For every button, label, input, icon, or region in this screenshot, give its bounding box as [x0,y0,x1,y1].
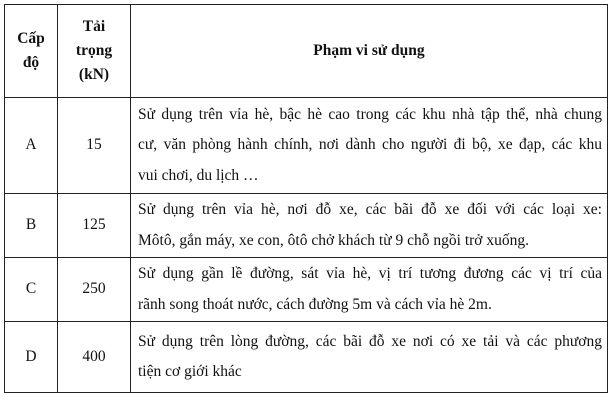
scope-cell [131,98,608,194]
scope-line: Sử dụng trên lòng đường, các bãi đỗ xe nơi có xe tải và các phương [138,332,602,350]
table-row [5,194,608,258]
level-cell: D [5,322,58,393]
scope-line: tiện cơ giới khác [138,363,242,380]
level-cell: C [5,258,58,322]
table-row [5,98,608,194]
table-row [5,322,608,393]
scope-line: rãnh song thoát nước, cách đường 5m và cách vỉa hè 2m. [138,295,492,313]
scope-cell [131,322,608,393]
load-cell: 125 [58,194,131,258]
scope-cell [131,194,608,258]
level-cell: B [5,194,58,258]
header-load [58,5,131,98]
load-cell: 400 [58,322,131,393]
table-row [5,258,608,322]
load-cell: 15 [58,98,131,194]
scope-line: cư, văn phòng hành chính, nơi dành cho người đi bộ, xe đạp, các khu [138,136,602,154]
header-load-line: (kN) [78,66,110,83]
header-scope: Phạm vi sử dụng [131,5,608,98]
scope-line: vui chơi, du lịch … [138,166,259,184]
scope-line: Sử dụng trên vỉa hè, bậc hè cao trong các khu nhà tập thể, nhà chung [138,106,602,124]
scope-line: Sử dụng trên vỉa hè, nơi đỗ xe, các bãi đỗ xe đối với các loại xe: [138,201,602,219]
header-load-line: trọng [75,41,113,59]
load-cell: 250 [58,258,131,322]
table-header-row [5,5,608,98]
header-level [5,5,58,98]
scope-line: Môtô, gắn máy, xe con, ôtô chở khách từ 9 chỗ ngồi trở xuống. [138,231,529,249]
header-level-line: độ [22,54,40,71]
level-cell: A [5,98,58,194]
header-level-line: Cấp [17,29,45,47]
scope-cell [131,258,608,322]
scope-line: Sử dụng gần lề đường, sát vỉa hè, vị trí tương đương các vị trí của [138,265,602,283]
header-load-line: Tải [82,17,106,35]
load-class-table [4,4,608,393]
